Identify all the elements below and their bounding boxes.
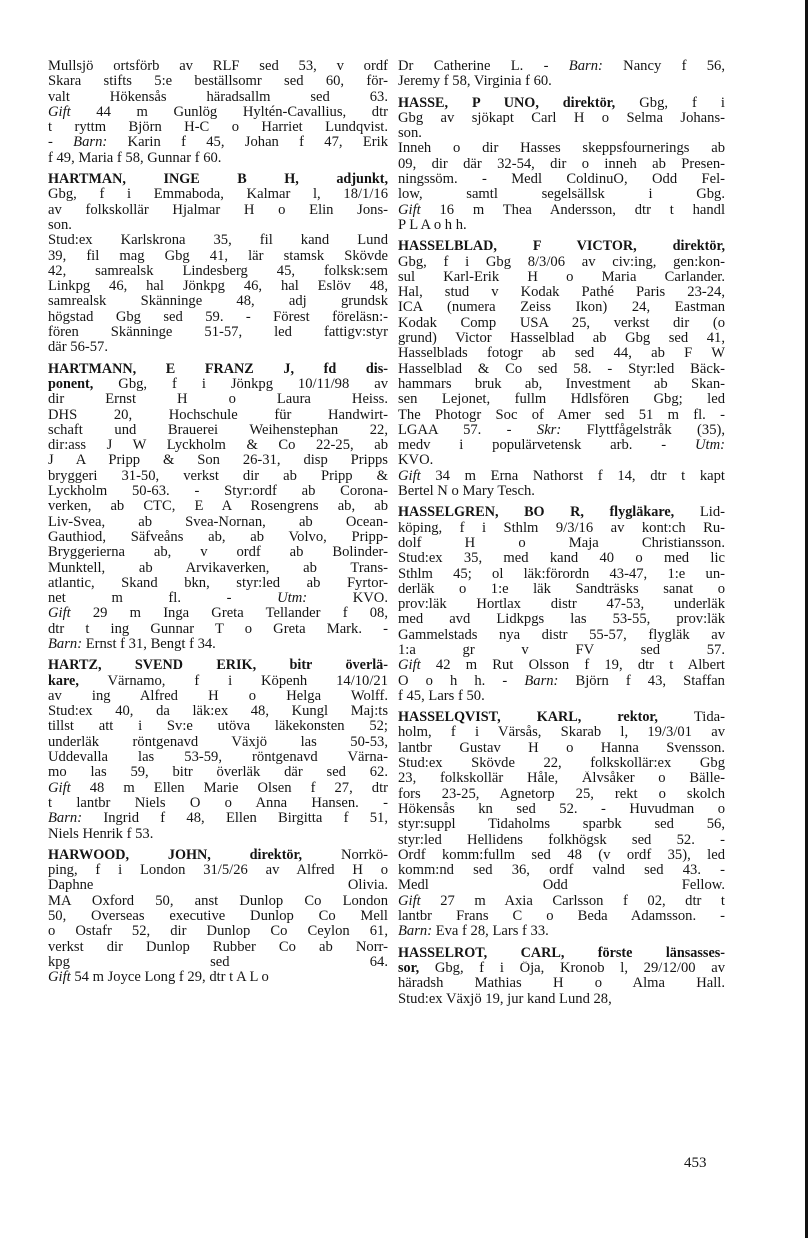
text-line xyxy=(48,955,388,970)
text-line xyxy=(48,484,388,499)
text-line xyxy=(48,970,388,985)
text-line xyxy=(48,423,388,438)
entry-text: komm:nd sed 36, ordf valnd sed 43. - xyxy=(398,863,725,879)
text-line xyxy=(398,126,725,141)
text-line xyxy=(398,848,725,863)
biography-entry xyxy=(48,172,388,356)
text-line xyxy=(48,362,388,377)
entry-heading: HASSE, P UNO, direktör, xyxy=(398,95,616,111)
entry-text: The Photogr Soc of Amer sed 51 m fl. - xyxy=(398,407,725,423)
text-line xyxy=(48,637,388,652)
entry-text: derläk o 1:e läk Sandträsks sanat o xyxy=(398,581,725,597)
text-line xyxy=(398,362,725,377)
text-line xyxy=(48,218,388,233)
text-line xyxy=(398,961,725,976)
text-line xyxy=(48,453,388,468)
text-line xyxy=(398,689,725,704)
text-line xyxy=(398,346,725,361)
text-line xyxy=(398,924,725,939)
text-line xyxy=(398,582,725,597)
text-line xyxy=(398,787,725,802)
text-line xyxy=(48,233,388,248)
entry-text: Bryggerierna ab, v ordf ab Bolinder- xyxy=(48,545,388,561)
entry-text: holm, f i Värsås, Skarab l, 19/3/01 av xyxy=(398,725,725,741)
italic-label: Barn: xyxy=(48,636,83,652)
entry-text: häradsh Mathias H o Alma Hall. xyxy=(398,976,725,992)
text-line xyxy=(398,976,725,991)
entry-text: 27 m Axia Carlsson f 02, dtr t xyxy=(420,893,725,909)
entry-text: Bertel N o Mary Tesch. xyxy=(398,484,535,500)
entry-text: Stud:ex 40, da läk:ex 48, Kungl Maj:ts xyxy=(48,704,388,720)
text-line xyxy=(48,187,388,202)
entry-text: atlantic, Skand bkn, styr:led ab Fyrtor- xyxy=(48,575,388,591)
entry-text: grund) Victor Hasselblad ab Gbg sed 41, xyxy=(398,331,725,347)
text-line xyxy=(398,111,725,126)
text-line xyxy=(48,735,388,750)
entry-text: DHS 20, Hochschule für Handwirt- xyxy=(48,407,388,423)
entry-text: 16 m Thea Andersson, dtr t handl xyxy=(420,202,725,218)
entry-text: Nancy f 56, xyxy=(602,59,725,74)
entry-text: Gbg, f i Jönkpg 10/11/98 av xyxy=(93,376,388,392)
text-line xyxy=(48,392,388,407)
text-line xyxy=(398,894,725,909)
text-line xyxy=(48,894,388,909)
entry-text: där 56-57. xyxy=(48,340,108,356)
text-line xyxy=(398,392,725,407)
text-line xyxy=(398,909,725,924)
text-line xyxy=(48,576,388,591)
entry-heading: HASSELROT, CARL, förste länsasses- xyxy=(398,945,725,961)
entry-text: sen Lejonet, fullm Hdlsfören Gbg; led xyxy=(398,392,725,408)
entry-text: MA Oxford 50, anst Dunlop Co London xyxy=(48,893,388,909)
entry-text: fören Skänninge 51-57, led fattigv:styr xyxy=(48,325,388,341)
italic-label: Barn: xyxy=(568,59,603,74)
text-line xyxy=(48,750,388,765)
entry-text: Stud:ex Karlskrona 35, fil kand Lund xyxy=(48,233,388,249)
entry-text: Karin f 45, Johan f 47, Erik xyxy=(107,135,388,151)
text-line xyxy=(48,294,388,309)
italic-label: Gift xyxy=(48,606,71,622)
biography-entry xyxy=(48,658,388,842)
text-line xyxy=(398,377,725,392)
entry-text: Inneh o dir Hasses skeppsfournerings ab xyxy=(398,141,725,157)
text-line xyxy=(398,203,725,218)
entry-text: Lyckholm 50-63. - Styr:ordf ab Corona- xyxy=(48,484,388,500)
entry-text: Liv-Svea, ab Svea-Nornan, ab Ocean- xyxy=(48,514,388,530)
text-line xyxy=(48,796,388,811)
text-line xyxy=(48,59,388,74)
text-line xyxy=(48,924,388,939)
text-line xyxy=(48,545,388,560)
text-line xyxy=(48,203,388,218)
text-line xyxy=(398,833,725,848)
entry-text: ping, f i London 31/5/26 av Alfred H o xyxy=(48,863,388,879)
entry-text: Niels Henrik f 53. xyxy=(48,826,154,842)
text-line xyxy=(48,863,388,878)
text-line xyxy=(398,423,725,438)
entry-text: Värnamo, f i Köpenh 14/10/21 xyxy=(78,673,388,689)
entry-text: styr:suppl Tidaholms sparbk sed 56, xyxy=(398,817,725,833)
italic-label: Barn: xyxy=(73,135,108,151)
entry-text: mo las 59, bitr överläk där sed 62. xyxy=(48,765,388,781)
entry-text: av folkskollär Hjalmar H o Elin Jons- xyxy=(48,202,388,218)
entry-text: 39, fil mag Gbg 41, lär stamsk Skövde xyxy=(48,248,388,264)
text-line xyxy=(398,96,725,111)
entry-text: Gbg, f i Gbg 8/3/06 av civ:ing, gen:kon- xyxy=(398,254,725,270)
entry-text: Ordf komm:fullm sed 48 (v ordf 35), led xyxy=(398,847,725,863)
text-line xyxy=(48,90,388,105)
entry-text: Kodak Comp USA 25, verkst dir (o xyxy=(398,315,725,331)
entry-text: tillst att i Sv:e utöva läkekonsten 52; xyxy=(48,719,388,735)
text-line xyxy=(48,606,388,621)
italic-label: Barn: xyxy=(524,673,559,689)
text-line xyxy=(48,325,388,340)
text-line xyxy=(48,469,388,484)
entry-text: Mullsjö ortsförb av RLF sed 53, v ordf xyxy=(48,59,388,74)
text-line xyxy=(398,878,725,893)
entry-text: Skara stifts 5:e beställsomr sed 60, för- xyxy=(48,74,388,90)
entry-text: son. xyxy=(398,126,422,142)
entry-text: Hal, stud v Kodak Pathé Paris 23-24, xyxy=(398,285,725,301)
entry-text: Jeremy f 58, Virginia f 60. xyxy=(398,74,552,90)
text-line xyxy=(398,863,725,878)
entry-text: Gammelstads nya distr 55-57, flygläk av xyxy=(398,627,725,643)
entry-text: köping, f i Sthlm 9/3/16 av kont:ch Ru- xyxy=(398,520,725,536)
entry-text: Stud:ex 35, med kand 40 o med lic xyxy=(398,551,725,567)
entry-text: - xyxy=(48,135,74,151)
text-line xyxy=(48,704,388,719)
text-line xyxy=(398,484,725,499)
entry-text: son. xyxy=(48,217,72,233)
italic-label: Utm: xyxy=(277,591,308,607)
entry-text: Norrkö- xyxy=(302,847,388,863)
entry-text: högstad Gbg sed 59. - Förest föreläsn:- xyxy=(48,309,388,325)
entry-text: Björn f 43, Staffan xyxy=(558,673,725,689)
entry-text: o Ostafr 52, dir Dunlop Co Ceylon 61, xyxy=(48,924,388,940)
text-line xyxy=(48,674,388,689)
entry-text: med avd Lidkpgs las 53-55, prov:läk xyxy=(398,612,725,628)
entry-text: Hasselblads fotogr ab sed 44, ab F W xyxy=(398,346,725,362)
entry-text: av ing Alfred H o Helga Wolff. xyxy=(48,688,388,704)
text-line xyxy=(398,300,725,315)
entry-text: Medl Odd Fellow. xyxy=(398,878,725,894)
entry-text: Eva f 28, Lars f 33. xyxy=(432,924,549,940)
text-line xyxy=(398,771,725,786)
entry-text: Gbg, f i Emmaboda, Kalmar l, 18/1/16 xyxy=(48,187,388,203)
text-line xyxy=(48,279,388,294)
italic-label: Gift xyxy=(398,468,421,484)
text-line xyxy=(398,643,725,658)
text-line xyxy=(398,59,725,74)
entry-text: sul Karl-Erik H o Maria Carlander. xyxy=(398,269,725,285)
text-line xyxy=(398,453,725,468)
text-line xyxy=(398,74,725,89)
text-line xyxy=(48,151,388,166)
biography-entry xyxy=(398,505,725,704)
entry-text: dtr t ing Gunnar T o Greta Mark. - xyxy=(48,621,388,637)
page-number: 453 xyxy=(684,1155,707,1171)
text-line xyxy=(398,674,725,689)
biography-entry xyxy=(48,59,388,166)
text-line xyxy=(398,597,725,612)
text-line xyxy=(48,515,388,530)
text-line xyxy=(48,408,388,423)
text-line xyxy=(398,567,725,582)
text-line xyxy=(398,239,725,254)
text-line xyxy=(398,992,725,1007)
entry-text: Gauthiod, Säfveåns ab, ab Volvo, Pripp- xyxy=(48,529,388,545)
text-line xyxy=(48,622,388,637)
text-line xyxy=(48,135,388,150)
text-line xyxy=(398,802,725,817)
text-line xyxy=(48,658,388,673)
entry-text: 1:a gr v FV sed 57. xyxy=(398,642,725,658)
entry-text: J A Pripp & Son 26-31, disp Pripps xyxy=(48,453,388,469)
entry-text: Gbg av sjökapt Carl H o Selma Johans- xyxy=(398,110,725,126)
entry-text: P L A o h h. xyxy=(398,217,467,233)
text-line xyxy=(398,710,725,725)
text-line xyxy=(48,105,388,120)
entry-heading: HARTZ, SVEND ERIK, bitr överlä- xyxy=(48,658,388,674)
entry-text: 29 m Inga Greta Tellander f 08, xyxy=(70,606,388,622)
entry-text: 23, folkskollär Håle, Älvsåker o Bälle- xyxy=(398,771,725,787)
entry-heading: HARWOOD, JOHN, direktör, xyxy=(48,847,303,863)
biography-entry xyxy=(398,710,725,939)
text-line xyxy=(398,218,725,233)
text-line xyxy=(398,270,725,285)
text-line xyxy=(398,157,725,172)
entry-text: Munktell, ab Arvikaverken, ab Trans- xyxy=(48,560,388,576)
entry-text: Tida- xyxy=(657,710,725,726)
text-line xyxy=(398,725,725,740)
entry-text: underläk röntgenavd Växjö las 50-53, xyxy=(48,734,388,750)
entry-text: 50, Overseas executive Dunlop Co Mell xyxy=(48,909,388,925)
text-line xyxy=(398,756,725,771)
entry-text: Dr Catherine L. - xyxy=(398,59,569,74)
biography-entry xyxy=(48,848,388,986)
text-line xyxy=(48,120,388,135)
text-line xyxy=(48,848,388,863)
text-line xyxy=(398,658,725,673)
biography-entry xyxy=(398,946,725,1007)
entry-text: bryggeri 31-50, verkst dir ab Pripp & xyxy=(48,468,388,484)
entry-text: Gbg, f i xyxy=(615,95,725,111)
entry-text: KVO. xyxy=(398,453,434,469)
entry-text: net m fl. - xyxy=(48,591,278,607)
entry-text: 34 m Erna Nathorst f 14, dtr t kapt xyxy=(420,468,725,484)
entry-text: Lid- xyxy=(674,505,725,521)
text-line xyxy=(48,719,388,734)
text-line xyxy=(398,285,725,300)
text-line xyxy=(398,316,725,331)
text-line xyxy=(48,765,388,780)
entry-heading: sor, xyxy=(398,960,420,976)
left-column xyxy=(48,59,388,992)
entry-text: t lantbr Niels O o Anna Hansen. - xyxy=(48,795,388,811)
entry-text: Gbg, f i Öja, Kronob l, 29/12/00 av xyxy=(419,960,725,976)
biography-entry xyxy=(398,59,725,90)
entry-text: t ryttm Björn H-C o Harriet Lundqvist. xyxy=(48,120,388,136)
text-line xyxy=(48,878,388,893)
entry-text: medv i populärvetensk arb. - xyxy=(398,438,695,454)
text-line xyxy=(398,172,725,187)
entry-text: Ingrid f 48, Ellen Birgitta f 51, xyxy=(82,811,388,827)
text-line xyxy=(398,741,725,756)
entry-text: 54 m Joyce Long f 29, dtr t A L o xyxy=(70,970,269,986)
entry-text: f 49, Maria f 58, Gunnar f 60. xyxy=(48,150,222,166)
entry-heading: HASSELQVIST, KARL, rektor, xyxy=(398,710,658,726)
entry-text: kpg sed 64. xyxy=(48,954,388,970)
entry-text: LGAA 57. - xyxy=(398,422,537,438)
text-line xyxy=(48,499,388,514)
entry-heading: HARTMAN, INGE B H, adjunkt, xyxy=(48,172,388,188)
biography-entry xyxy=(48,362,388,653)
entry-text: Sthlm 45; ol läk:förordn 43-47, 1:e un- xyxy=(398,566,725,582)
text-line xyxy=(48,74,388,89)
text-line xyxy=(398,536,725,551)
entry-text: 44 m Gunlög Hyltén-Cavallius, dtr xyxy=(70,104,388,120)
entry-text: Uddevalla las 53-59, röntgenavd Värna- xyxy=(48,750,388,766)
text-line xyxy=(48,811,388,826)
text-line xyxy=(398,521,725,536)
entry-text: Linkpg 46, hal Jönkpg 46, hal Eslöv 48, xyxy=(48,279,388,295)
entry-heading: kare, xyxy=(48,673,79,689)
text-line xyxy=(48,264,388,279)
italic-label: Barn: xyxy=(398,924,433,940)
text-line xyxy=(48,561,388,576)
entry-text: 09, dir där 32-54, dir o inneh ab Presen- xyxy=(398,156,725,172)
entry-text: dir:ass J W Lyckholm & Co 22-25, ab xyxy=(48,438,388,454)
text-line xyxy=(48,172,388,187)
entry-text: samrealsk Skänninge 48, adj grundsk xyxy=(48,294,388,310)
right-column xyxy=(398,59,725,1013)
entry-text: 42, samrealsk Lindesberg 45, folksk:sem xyxy=(48,263,388,279)
italic-label: Skr: xyxy=(536,422,562,438)
text-line xyxy=(48,909,388,924)
entry-text: lantbr Gustav H o Hanna Svensson. xyxy=(398,740,725,756)
text-line xyxy=(48,310,388,325)
text-line xyxy=(398,438,725,453)
entry-text: verkst dir Dunlop Rubber Co ab Norr- xyxy=(48,939,388,955)
biography-entry xyxy=(398,239,725,499)
entry-text: Flyttfågelstråk (35), xyxy=(561,422,725,438)
entry-text: low, samtl segelsällsk i Gbg. xyxy=(398,187,725,203)
text-line xyxy=(398,469,725,484)
biography-entry xyxy=(398,96,725,234)
entry-text: fors 23-25, Agnetorp 25, rekt o skolch xyxy=(398,786,725,802)
entry-heading: HASSELBLAD, F VICTOR, direktör, xyxy=(398,239,725,255)
entry-text: Hökensås kn sed 52. - Huvudman o xyxy=(398,801,725,817)
text-line xyxy=(398,255,725,270)
entry-text: KVO. xyxy=(307,591,388,607)
text-line xyxy=(48,591,388,606)
entry-text: valt Hökensås häradsallm sed 63. xyxy=(48,89,388,105)
italic-label: Gift xyxy=(48,780,71,796)
text-line xyxy=(398,628,725,643)
text-line xyxy=(48,781,388,796)
text-line xyxy=(398,817,725,832)
text-line xyxy=(398,141,725,156)
entry-text: prov:läk Hortlax distr 47-53, underläk xyxy=(398,597,725,613)
entry-text: Daphne Olivia. xyxy=(48,878,388,894)
italic-label: Gift xyxy=(398,658,421,674)
text-line xyxy=(48,249,388,264)
entry-text: lantbr Frans C o Beda Adamsson. - xyxy=(398,909,725,925)
entry-text: styr:led Hellidens folkhögsk sed 52. - xyxy=(398,832,725,848)
entry-text: dir Ernst H o Laura Heiss. xyxy=(48,392,388,408)
entry-text: O o h h. - xyxy=(398,673,525,689)
text-line xyxy=(398,187,725,202)
entry-text: Stud:ex Växjö 19, jur kand Lund 28, xyxy=(398,991,612,1007)
italic-label: Gift xyxy=(48,104,71,120)
text-line xyxy=(398,505,725,520)
entry-text: verken, ab CTC, E A Rosengrens ab, ab xyxy=(48,499,388,515)
italic-label: Gift xyxy=(398,202,421,218)
entry-text: Hasselblad & Co sed 58. - Styr:led Bäck- xyxy=(398,361,725,377)
entry-heading: ponent, xyxy=(48,376,94,392)
text-line xyxy=(398,408,725,423)
entry-text: ningssöm. - Medl ColdinuO, Odd Fel- xyxy=(398,172,725,188)
text-line xyxy=(398,946,725,961)
entry-text: Ernst f 31, Bengt f 34. xyxy=(82,636,216,652)
text-line xyxy=(48,438,388,453)
text-line xyxy=(48,340,388,355)
entry-heading: HARTMANN, E FRANZ J, fd dis- xyxy=(48,361,388,377)
text-line xyxy=(48,827,388,842)
text-line xyxy=(398,612,725,627)
entry-text: schaft und Brauerei Weihenstephan 22, xyxy=(48,422,388,438)
italic-label: Barn: xyxy=(48,811,83,827)
text-line xyxy=(398,331,725,346)
text-line xyxy=(48,940,388,955)
italic-label: Gift xyxy=(48,970,71,986)
text-line xyxy=(398,551,725,566)
entry-text: ICA (numera Zeiss Ikon) 24, Eastman xyxy=(398,300,725,316)
entry-text: f 45, Lars f 50. xyxy=(398,688,485,704)
text-line xyxy=(48,689,388,704)
entry-text: 42 m Rut Olsson f 19, dtr t Albert xyxy=(420,658,725,674)
entry-text: 48 m Ellen Marie Olsen f 27, dtr xyxy=(70,780,388,796)
italic-label: Gift xyxy=(398,893,421,909)
text-line xyxy=(48,377,388,392)
entry-text: Stud:ex Skövde 22, folkskollär:ex Gbg xyxy=(398,756,725,772)
entry-text: hammars bruk ab, Investment ab Skan- xyxy=(398,376,725,392)
italic-label: Utm: xyxy=(695,438,725,454)
text-line xyxy=(48,530,388,545)
entry-text: dolf H o Maja Christiansson. xyxy=(398,535,725,551)
entry-heading: HASSELGREN, BO R, flygläkare, xyxy=(398,505,675,521)
